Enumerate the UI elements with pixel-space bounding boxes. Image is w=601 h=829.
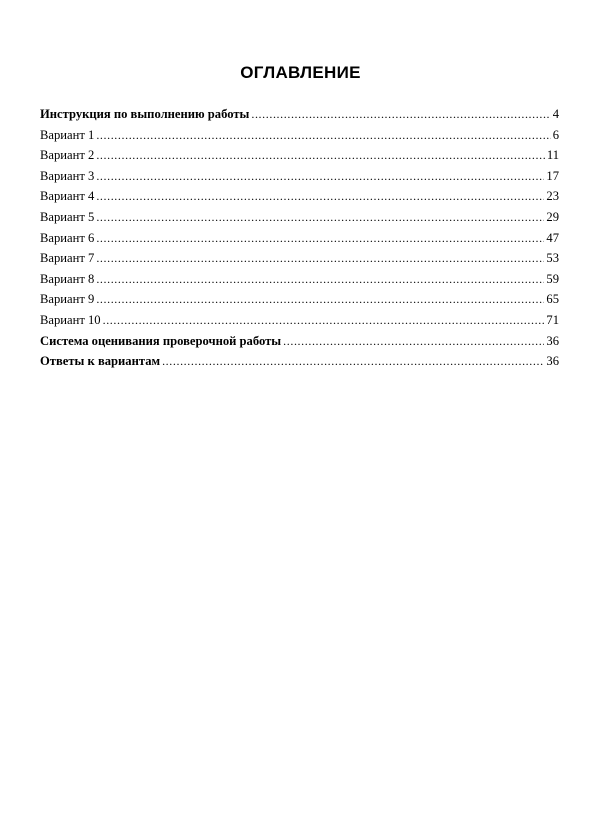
toc-entry-label: Вариант 7 xyxy=(40,251,95,266)
toc-entry-label: Вариант 1 xyxy=(40,127,95,142)
toc-entry-page: 17 xyxy=(546,168,559,183)
toc-entry-page: 11 xyxy=(546,148,559,163)
toc-entry-answers[interactable] xyxy=(40,351,559,372)
toc-entry-page: 36 xyxy=(546,333,559,348)
dot-leader xyxy=(283,331,544,352)
toc-entry-variant-4[interactable] xyxy=(40,186,559,207)
dot-leader xyxy=(162,351,544,372)
dot-leader xyxy=(96,207,544,228)
toc-entry-variant-10[interactable] xyxy=(40,310,559,331)
dot-leader xyxy=(96,269,544,290)
toc-entry-label: Инструкция по выполнению работы xyxy=(40,107,250,121)
toc-entry-page: 23 xyxy=(546,189,559,204)
toc-entry-page: 4 xyxy=(552,107,559,121)
dot-leader xyxy=(96,186,544,207)
toc-entry-label: Система оценивания проверочной работы xyxy=(40,333,282,348)
toc-entry-variant-8[interactable] xyxy=(40,269,559,290)
toc-entry-page: 47 xyxy=(546,230,559,245)
toc-entry-grading-system[interactable] xyxy=(40,331,559,352)
dot-leader xyxy=(103,310,545,331)
dot-leader xyxy=(96,289,544,310)
toc-entry-page: 53 xyxy=(546,251,559,266)
toc-entry-page: 29 xyxy=(546,209,559,224)
toc-entry-label: Вариант 3 xyxy=(40,168,95,183)
toc-entry-label: Вариант 6 xyxy=(40,230,95,245)
toc-entry-variant-2[interactable] xyxy=(40,145,559,166)
toc-entry-page: 71 xyxy=(546,312,559,327)
toc-entry-variant-6[interactable] xyxy=(40,228,559,249)
dot-leader xyxy=(96,166,544,187)
toc-entry-page: 36 xyxy=(546,354,559,369)
dot-leader xyxy=(96,145,545,166)
toc-entry-variant-7[interactable] xyxy=(40,248,559,269)
dot-leader xyxy=(251,104,550,125)
toc-entry-label: Вариант 9 xyxy=(40,292,95,307)
toc-entry-variant-1[interactable] xyxy=(40,125,559,146)
toc-entry-variant-5[interactable] xyxy=(40,207,559,228)
table-of-contents xyxy=(40,104,559,372)
toc-entry-label: Вариант 4 xyxy=(40,189,95,204)
toc-entry-page: 59 xyxy=(546,271,559,286)
dot-leader xyxy=(96,248,544,269)
toc-entry-label: Вариант 10 xyxy=(40,312,101,327)
toc-entry-label: Вариант 2 xyxy=(40,148,95,163)
toc-entry-instructions[interactable] xyxy=(40,104,559,125)
toc-entry-label: Вариант 8 xyxy=(40,271,95,286)
dot-leader xyxy=(96,125,550,146)
toc-entry-variant-3[interactable] xyxy=(40,166,559,187)
toc-entry-variant-9[interactable] xyxy=(40,289,559,310)
toc-entry-page: 65 xyxy=(546,292,559,307)
toc-entry-label: Ответы к вариантам xyxy=(40,354,161,369)
toc-entry-label: Вариант 5 xyxy=(40,209,95,224)
page-title: ОГЛАВЛЕНИЕ xyxy=(240,63,361,82)
toc-entry-page: 6 xyxy=(552,127,559,142)
dot-leader xyxy=(96,228,544,249)
